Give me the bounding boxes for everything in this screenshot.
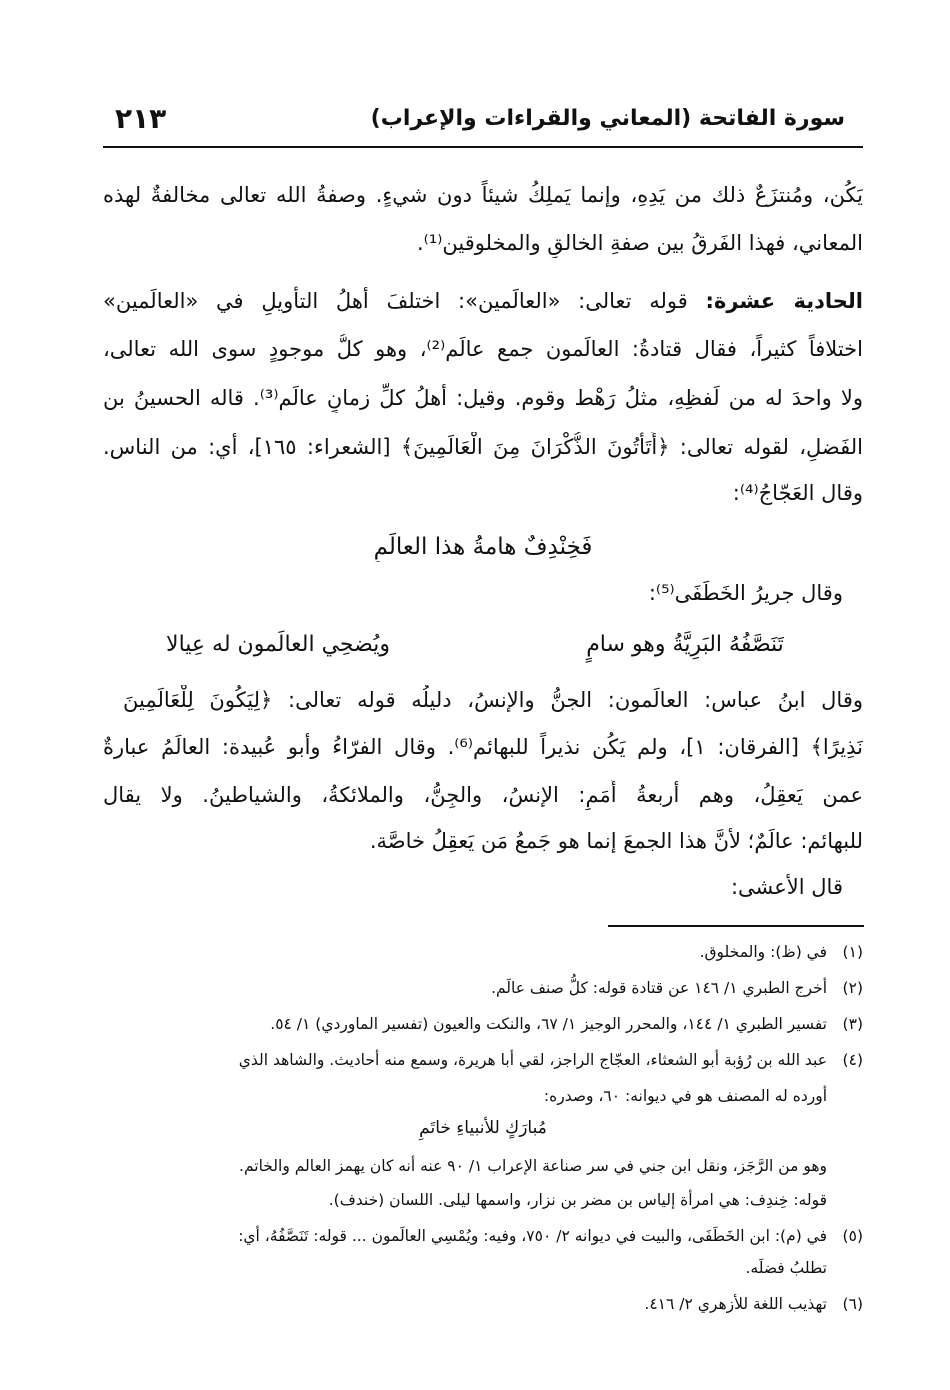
footnote-text: قوله: خِندِف: هي امرأة إلياس بن مضر بن نزار، واسمها ليلى. اللسان (خندف). xyxy=(328,1191,827,1209)
footnote xyxy=(103,1292,863,1316)
verse-hemistich-first: تَنَصَّفُهُ البَرِيَّةُ وهو سامٍ xyxy=(586,632,784,657)
footnote-text: أورده له المصنف هو في ديوانه: ٦٠، وصدره: xyxy=(543,1087,827,1105)
poetry-verse: فَخِنْدِفٌ هامةُ هذا العالَمِ xyxy=(373,534,593,560)
body-line-heading: الحادية عشرة: قوله تعالى: «العالَمين»: اختلفَ أهلُ التأويلِ في «العالَمين» xyxy=(103,289,863,313)
body-line: نَذِيرًا﴾ [الفرقان: ١]، ولم يَكُن نذيراً للبهائم⁽⁶⁾. وقال الفرّاءُ وأبو عُبيدة: العالَمُ عبارةٌ xyxy=(103,735,863,759)
body-line: ولا واحدَ له من لَفظِهِ، مثلُ رَهْط وقوم. وقيل: أهلُ كلِّ زمانٍ عالَم⁽³⁾. قاله الحسينُ بن xyxy=(103,386,863,410)
body-line: الفَضلِ، لقوله تعالى: ﴿أَتَأْتُونَ الذُّكْرَانَ مِنَ الْعَالَمِينَ﴾ [الشعراء: ١٦٥]، أي: من الناس. xyxy=(103,435,863,459)
footnote xyxy=(103,1224,863,1248)
section-heading: الحادية عشرة: xyxy=(705,289,863,313)
footnote-number: (٣) xyxy=(842,1015,863,1033)
footnote-continuation xyxy=(103,1256,863,1280)
body-line: عمن يَعقِلُ، وهم أربعةُ أُمَمٍ: الإنسُ، والجِنُّ، والملائكةُ، والشياطينُ. ولا يقال xyxy=(103,783,863,807)
footnote-number: (٢) xyxy=(842,979,863,997)
body-line: وقال العَجّاجُ⁽⁴⁾: xyxy=(732,481,863,505)
footnote xyxy=(103,976,863,1000)
footnote xyxy=(103,940,863,964)
footnote-text: عبد الله بن رُؤبة أبو الشعثاء، العجّاج الراجز، لقي أبا هريرة، وسمع منه أحاديث. والشاهد الذي xyxy=(238,1051,827,1069)
footnote-text: أخرج الطبري ١/ ١٤٦ عن قتادة قوله: كلُّ صنف عالَم. xyxy=(491,979,827,997)
body-line: يَكُن، ومُنتزَعٌ ذلك من يَدِهِ، وإنما يَملِكُ شيئاً دون شيءٍ. وصفةُ الله تعالى مخالفةٌ لهذه xyxy=(103,183,863,207)
running-title: سورة الفاتحة (المعاني والقراءات والإعراب) xyxy=(370,106,845,131)
footnote xyxy=(103,1012,863,1036)
footnote-number: (٥) xyxy=(842,1227,863,1245)
footnote-text: وهو من الرَّجَز، ونقل ابن جني في سر صناعة الإعراب ١/ ٩٠ عنه أنه كان يهمز العالم والخاتم. xyxy=(239,1157,827,1175)
footnote-number: (٤) xyxy=(842,1051,863,1069)
footnote-verse: مُبارَكٍ للأنبياءِ خاتَمِ xyxy=(419,1118,547,1138)
verse-hemistich-second: ويُضحِي العالَمون له عِيالا xyxy=(166,632,390,657)
page-header xyxy=(105,98,845,138)
footnote-text: في (ظ): والمخلوق. xyxy=(699,943,827,961)
body-line: المعاني، فهذا الفَرقُ بين صفةِ الخالقِ والمخلوقين⁽¹⁾. xyxy=(416,231,863,255)
footnote-rule xyxy=(608,925,864,927)
body-line: اختلافاً كثيراً، فقال قتادةُ: العالَمون جمع عالَم⁽²⁾، وهو كلُّ موجودٍ سوى الله تعالى، xyxy=(103,337,863,361)
body-line: قال الأعشى: xyxy=(730,875,843,899)
body-line: وقال ابنُ عباس: العالَمون: الجنُّ والإنسُ، دليلُه قوله تعالى: ﴿لِيَكُونَ لِلْعَالَمِينَ xyxy=(123,688,863,712)
footnote-continuation xyxy=(103,1154,863,1178)
footnote-text: تطلبُ فضلَه. xyxy=(745,1259,827,1277)
footnote-continuation xyxy=(103,1188,863,1212)
footnote xyxy=(103,1048,863,1072)
footnote-text: في (م): ابن الخَطَفَى، والبيت في ديوانه ٢/ ٧٥٠، وفيه: ويُمْسِي العالَمون ... قوله: تَنَصَّفُهُ، أي: xyxy=(238,1227,827,1245)
footnote-text: تفسير الطبري ١/ ١٤٤، والمحرر الوجيز ١/ ٦٧، والنكت والعيون (تفسير الماوردي) ١/ ٥٤. xyxy=(270,1015,827,1033)
footnote-number: (١) xyxy=(842,943,863,961)
body-line: للبهائم: عالَمٌ؛ لأنَّ هذا الجمعَ إنما هو جَمعُ مَن يَعقِلُ خاصَّة. xyxy=(369,829,863,853)
footnote-continuation xyxy=(103,1084,863,1108)
footnote-text: تهذيب اللغة للأزهري ٢/ ٤١٦. xyxy=(644,1295,827,1313)
page-number: ٢١٣ xyxy=(115,102,167,135)
header-rule xyxy=(103,146,863,148)
footnote-number: (٦) xyxy=(842,1295,863,1313)
body-line: وقال جريرُ الخَطَفَى⁽⁵⁾: xyxy=(648,581,843,605)
